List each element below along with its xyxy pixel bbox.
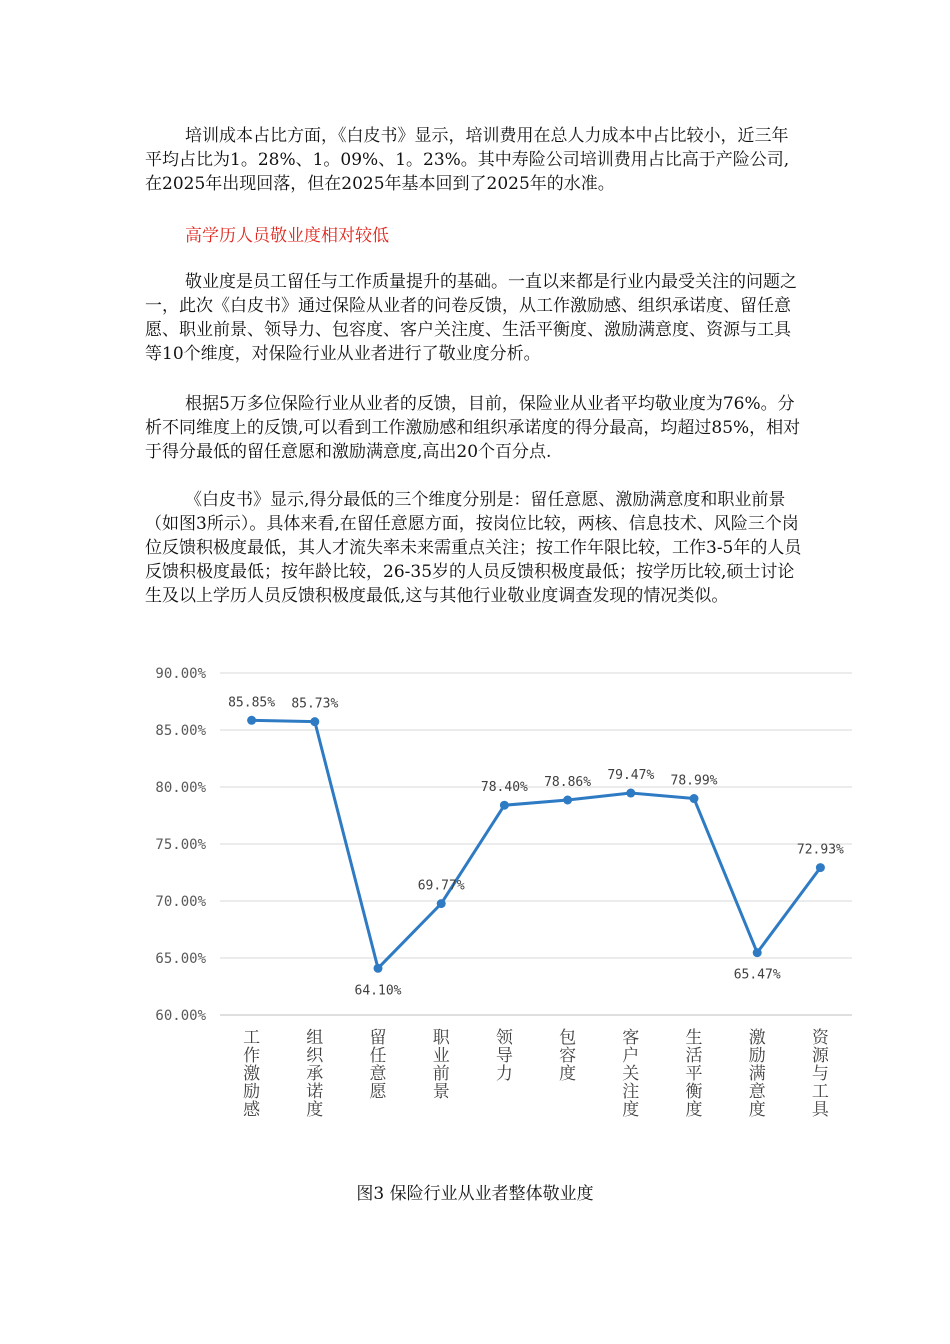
y-tick-label: 65.00%	[155, 951, 206, 967]
x-tick-label: 客户关注度	[622, 1028, 640, 1120]
paragraph-training-cost: 培训成本占比方面，《白皮书》显示，培训费用在总人力成本中占比较小，近三年平均占比为1。28%、1。09%、1。23%。其中寿险公司培训费用占比高于产险公司,在2025年出现回落，但在2025年基本回到了2025年的水准。	[145, 126, 790, 194]
data-point	[310, 717, 319, 726]
y-tick-label: 60.00%	[155, 1008, 206, 1024]
x-tick-label: 工作激励感	[243, 1028, 261, 1120]
y-tick-label: 85.00%	[155, 723, 206, 739]
data-point	[626, 789, 635, 798]
x-tick-label: 留任意愿	[369, 1028, 387, 1102]
data-label: 79.47%	[607, 768, 655, 784]
figure-caption: 图3 保险行业从业者整体敬业度	[356, 1184, 594, 1204]
data-point	[753, 948, 762, 957]
data-point	[247, 716, 256, 725]
data-label: 85.73%	[291, 696, 339, 712]
data-point	[563, 795, 572, 804]
y-tick-label: 75.00%	[155, 837, 206, 853]
data-label: 78.86%	[544, 774, 592, 790]
paragraph-lowest-dimensions: 《白皮书》显示,得分最低的三个维度分别是：留任意愿、激励满意度和职业前景（如图3所示）。具体来看,在留任意愿方面，按岗位比较，两核、信息技术、风险三个岗位反馈积极度最低，其人才流失率未来需重点关注；按工作年限比较，工作3-5年的人员反馈积极度最低；按年龄比较，26-35岁的人员反馈积极度最低；按学历比较,硕士讨论生及以上学历人员反馈积极度最低,这与其他行业敬业度调查发现的情况类似。	[145, 490, 802, 606]
data-label: 65.47%	[733, 967, 781, 983]
y-tick-label: 70.00%	[155, 894, 206, 910]
x-tick-label: 资源与工具	[811, 1028, 829, 1120]
data-label: 64.10%	[354, 983, 402, 999]
data-label: 78.99%	[670, 773, 718, 789]
data-point	[374, 964, 383, 973]
data-point	[437, 899, 446, 908]
x-tick-label: 包容度	[559, 1028, 577, 1084]
x-tick-label: 领导力	[495, 1028, 513, 1084]
x-tick-label: 组织承诺度	[306, 1028, 324, 1120]
data-label: 72.93%	[796, 842, 844, 858]
data-label: 85.85%	[228, 695, 276, 711]
data-point	[816, 863, 825, 872]
engagement-line-chart	[140, 655, 860, 1125]
data-label: 78.40%	[480, 780, 528, 796]
paragraph-engagement-average: 根据5万多位保险行业从业者的反馈，目前，保险业从业者平均敬业度为76%。分析不同维度上的反馈,可以看到工作激励感和组织承诺度的得分最高，均超过85%，相对于得分最低的留任意愿和激励满意度,高出20个百分点.	[145, 394, 801, 462]
data-point	[690, 794, 699, 803]
x-tick-label: 激励满意度	[748, 1028, 766, 1120]
data-point	[500, 801, 509, 810]
data-label: 69.77%	[417, 878, 465, 894]
section-heading: 高学历人员敬业度相对较低	[185, 226, 389, 246]
y-tick-label: 80.00%	[155, 780, 206, 796]
paragraph-engagement-intro: 敬业度是员工留任与工作质量提升的基础。一直以来都是行业内最受关注的问题之一，此次《白皮书》通过保险从业者的问卷反馈，从工作激励感、组织承诺度、留任意愿、职业前景、领导力、包容度、客户关注度、生活平衡度、激励满意度、资源与工具等10个维度，对保险行业从业者进行了敬业度分析。	[145, 272, 797, 364]
x-tick-label: 职业前景	[432, 1028, 450, 1102]
y-tick-label: 90.00%	[155, 666, 206, 682]
x-tick-label: 生活平衡度	[685, 1028, 703, 1120]
